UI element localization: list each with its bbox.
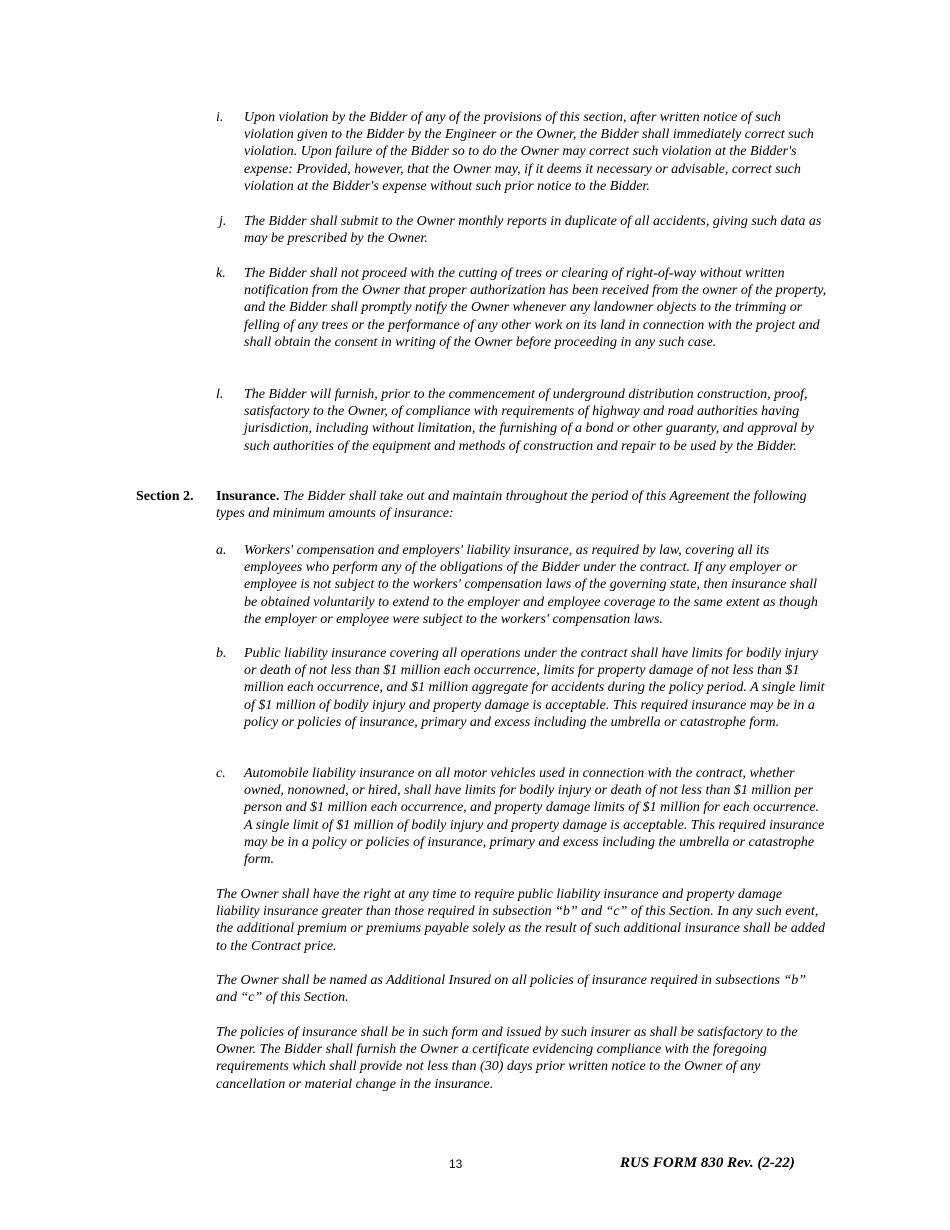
item-text: The Bidder shall submit to the Owner monthly reports in duplicate of all accidents, giving such data as may be prescribed by the Owner. [244, 214, 822, 247]
paragraph-additional-insured: The Owner shall be named as Additional Insured on all policies of insurance required in subsections “b” and “c” of this Section. [216, 973, 807, 1006]
section-title: Insurance. [216, 489, 280, 504]
item-label: i. [216, 110, 224, 125]
item-label: k. [216, 266, 226, 281]
item-text: Public liability insurance covering all operations under the contract shall have limits for bodily injury or death of not less than $1 million each occurrence, limits for property damage of not less than $1 million each occurrence, and $1 million aggregate for accidents during the policy period. A single limit of $1 million of bodily injury and property damage is acceptable. This required insurance may be in a policy or policies of insurance, primary and excess including the umbrella or catastrophe form. [244, 646, 825, 730]
item-text: The Bidder shall not proceed with the cutting of trees or clearing of right-of-way without written notification from the Owner that proper authorization has been received from the owner of the property, and the Bidder shall promptly notify the Owner whenever any landowner objects to the trimming or felling of any trees or the performance of any other work on its land in connection with the project and shall obtain the consent in writing of the Owner before proceeding in any such case. [244, 266, 827, 350]
paragraph-policy-form: The policies of insurance shall be in such form and issued by such insurer as shall be satisfactory to the Owner. The Bidder shall furnish the Owner a certificate evidencing compliance with the foregoing requirements which shall provide not less than (30) days prior written notice to the Owner of any cancellation or material change in the insurance. [216, 1025, 798, 1092]
section-intro: The Bidder shall take out and maintain throughout the period of this Agreement the following types and minimum amounts of insurance: [216, 489, 807, 522]
form-identifier: RUS FORM 830 Rev. (2-22) [620, 1155, 795, 1171]
list-item-c [216, 765, 828, 868]
list-item-k [216, 265, 828, 351]
item-text: Automobile liability insurance on all motor vehicles used in connection with the contract, whether owned, nonowned, or hired, shall have limits for bodily injury or death of not less than $1 million per person and $1 million each occurrence, and property damage limits of $1 million for each occurrence. A single limit of $1 million of bodily injury and property damage is acceptable. This required insurance may be in a policy or policies of insurance, primary and excess including the umbrella or catastrophe form. [244, 766, 825, 868]
item-text: Upon violation by the Bidder of any of the provisions of this section, after written notice of such violation given to the Bidder by the Engineer or the Owner, the Bidder shall immediately correct such violation. Upon failure of the Bidder so to do the Owner may correct such violation at the Bidder's expense: Provided, however, that the Owner may, if it deems it necessary or advisable, correct such violation at the Bidder's expense without such prior notice to the Bidder. [244, 110, 814, 194]
item-label: c. [216, 766, 226, 781]
list-item-j [216, 213, 828, 247]
paragraph-additional-coverage: The Owner shall have the right at any time to require public liability insurance and property damage liability insurance greater than those required in subsection “b” and “c” of this Section. In any such event, the additional premium or premiums payable solely as the result of such additional insurance shall be added to the Contract price. [216, 887, 825, 954]
list-item-i [216, 109, 828, 195]
item-text: Workers' compensation and employers' liability insurance, as required by law, covering all its employees who perform any of the obligations of the Bidder under the contract. If any employer or employee is not subject to the workers' compensation laws of the governing state, then insurance shall be obtained voluntarily to extend to the employer and employee coverage to the same extent as though the employer or employee were subject to the workers' compensation laws. [244, 543, 818, 627]
item-label: l. [216, 387, 224, 402]
section-2-heading [136, 488, 836, 522]
section-number: Section 2. [136, 489, 194, 504]
item-text: The Bidder will furnish, prior to the commencement of underground distribution construction, proof, satisfactory to the Owner, of compliance with requirements of highway and road authorities having jurisdiction, including without limitation, the furnishing of a bond or other guaranty, and approval by such authorities of the equipment and methods of construction and repair to be used by the Bidder. [244, 387, 814, 454]
list-item-a [216, 542, 828, 628]
item-label: j. [219, 214, 227, 229]
list-item-l [216, 386, 828, 455]
item-label: a. [216, 543, 227, 558]
item-label: b. [216, 646, 227, 661]
list-item-b [216, 645, 828, 731]
page-number: 13 [449, 1157, 463, 1171]
